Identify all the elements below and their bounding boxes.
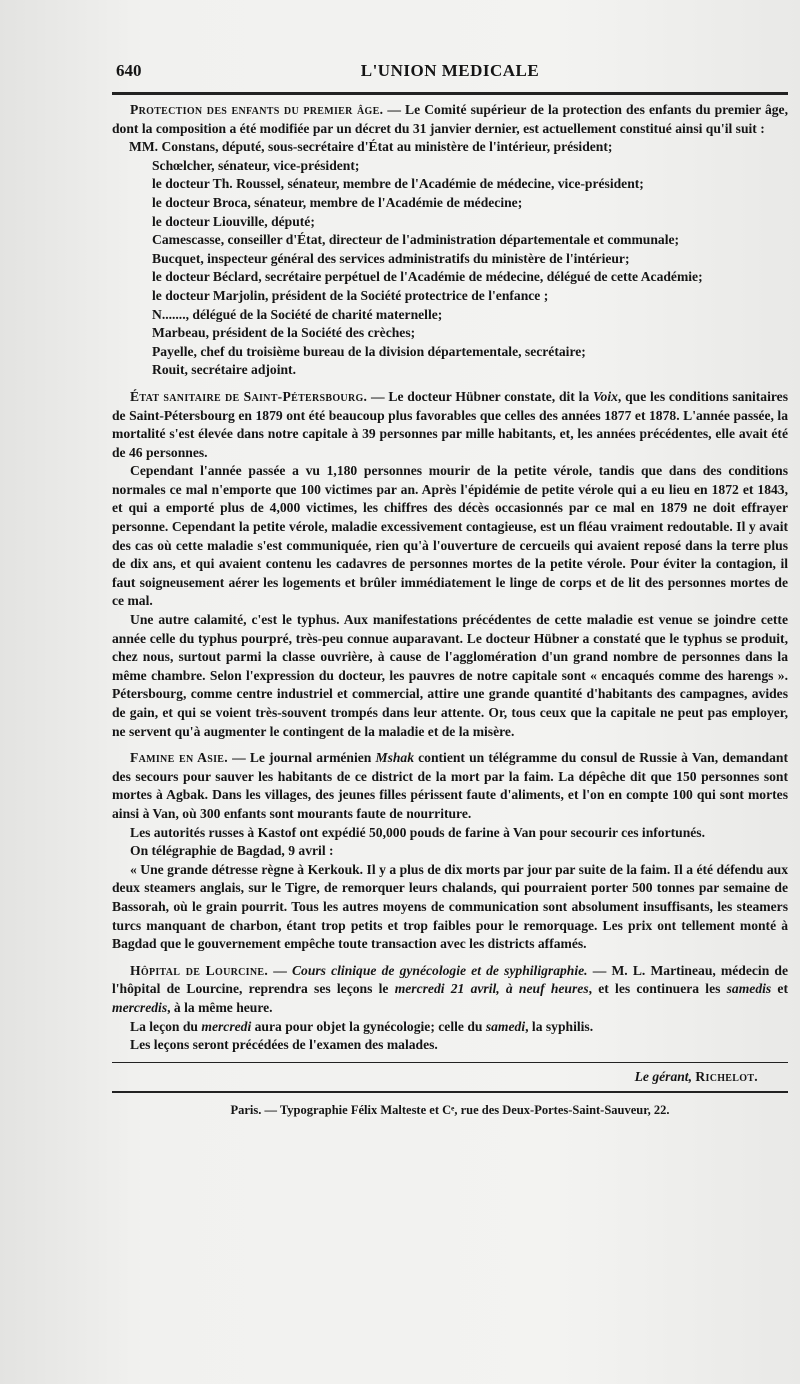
section-heading: État sanitaire de Saint-Pétersbourg. [130,388,368,404]
section-protection-enfants [112,101,788,138]
journal-name: Mshak [375,750,415,766]
member-item: Rouit, secrétaire adjoint. [152,362,296,378]
paragraph: Une autre calamité, c'est le typhus. Aux manifestations précédentes de cette maladie est venue se joindre cette année celle du typhus pourpré, très-peu connue auparavant. Le docteur Hübner a constaté que le typhus se produit, chez nous, surtout parmi la classe ouvrière, à cause de l'agglomération d'un grand nombre de personnes dans la même chambre. Selon l'expression du docteur, les pauvres de notre capitale sont « encaqués comme des harengs ». Pétersbourg, comme centre industriel et commercial, attire une grande quantité d'habitants des campagnes, avides de gain, et qui se voient très-souvent trompés dans leur attente. Or, tous ceux que la capitale ne peut pas employer, ne servent qu'à augmenter le contingent de la maladie et de la misère. [112,612,788,739]
paragraph-text: , que les conditions sanitaires de Saint-Pétersbourg en 1879 ont été beaucoup plus favorables que celles des années 1877 et 1878. L'année passée, la mortalité s'est élevée dans notre capitale à 39 personnes par mille habitants, et, les années précédentes, elle avait été de 46 personnes. [112,388,788,460]
member-item: N......., délégué de la Société de charité maternelle; [152,306,443,322]
section-gap [112,741,788,749]
paragraph-text: — [268,962,292,978]
course-days: mercredis [112,999,168,1015]
member-item: Camescasse, conseiller d'État, directeur de l'administration départementale et communale; [152,232,680,248]
member-item: le docteur Broca, sénateur, membre de l'Académie de médecine; [152,194,523,210]
header-rule [112,92,788,95]
signature-name: Richelot. [695,1068,758,1084]
section-gap [112,954,788,962]
paragraph-text: et [771,981,788,997]
closing-rule [112,1062,788,1063]
member-item: le docteur Marjolin, président de la Société protectrice de l'enfance ; [152,287,549,303]
journal-name: Voix [592,388,618,404]
paragraph: Les autorités russes à Kastof ont expédié 50,000 pouds de farine à Van pour secourir ces infortunés. [130,824,705,840]
signature [112,1069,758,1085]
paragraph [112,1018,788,1037]
paragraph: Les leçons seront précédées de l'examen des malades. [130,1037,438,1053]
course-day: samedi [485,1018,526,1034]
section-etat-sanitaire [112,388,788,462]
section-heading: Hôpital de Lourcine. [130,962,269,978]
paragraph-text: aura pour objet la gynécologie; celle du [251,1018,486,1034]
paragraph: On télégraphie de Bagdad, 9 avril : [130,843,334,859]
member-item: MM. Constans, député, sous-secrétaire d'État au ministère de l'intérieur, président; [129,139,613,155]
member-item: le docteur Liouville, député; [152,213,315,229]
section-gap [112,380,788,388]
paragraph-text: — Le docteur Hübner constate, dit la [367,388,593,404]
paragraph-text: , la syphilis. [525,1018,594,1034]
course-days: samedis [726,981,772,997]
section-famine [112,749,788,823]
course-title: Cours clinique de gynécologie et de syphiligraphie. [291,962,588,978]
paragraph-text: — M. L. Martineau, médecin de l'hôpital de Lourcine, reprendra ses leçons le [112,962,789,997]
paragraph-text: — Le journal arménien [227,750,376,766]
paragraph-text: , à la même heure. [167,999,273,1015]
member-item: Bucquet, inspecteur général des services administratifs du ministère de l'intérieur; [152,250,630,266]
member-item: Schœlcher, sénateur, vice-président; [152,157,360,173]
article-body [112,101,788,1055]
member-item: Payelle, chef du troisième bureau de la division départementale, secrétaire; [152,343,586,359]
member-item: Marbeau, président de la Société des crèches; [152,325,416,341]
journal-title: L'UNION MEDICALE [360,61,540,80]
member-item: le docteur Béclard, secrétaire perpétuel de l'Académie de médecine, délégué de cette Académie; [152,269,703,285]
footer-rule [112,1091,788,1093]
paragraph: Cependant l'année passée a vu 1,180 personnes mourir de la petite vérole, tandis que dans des conditions normales ce mal n'emporte que 100 victimes par an. Après l'épidémie de petite vérole qui a eu lieu en 1872 et 1843, et qui a emporté plus de 4,000 victimes, les chiffres des décès occasionnés par ce mal en 1879 ne doit effrayer personne. Cependant la petite vérole, maladie excessivement contagieuse, est un fléau vraiment redoutable. Il y avait des cas où cette maladie s'est communiquée, rien qu'à l'ouverture de cercueils qui avaient reposé dans la terre plus de dix ans, et qui avaient contenu les cadavres de personnes mortes de la petite vérole. Pour éviter la contagion, il faut soigneusement aérer les logements et brûler immédiatement le linge de corps et de lit des personnes mortes de ce mal. [112,463,788,609]
signature-label: Le gérant, [634,1068,692,1084]
member-item: le docteur Th. Roussel, sénateur, membre de l'Académie de médecine, vice-président; [152,176,644,192]
page-number: 640 [116,61,142,80]
section-hopital-lourcine [112,962,788,1018]
section-heading: Protection des enfants du premier âge. [130,102,384,117]
paragraph-text: contient un télégramme du consul de Russie à Van, demandant des secours pour sauver les habitants de ce district de la mort par la faim. La dépêche dit que 150 personnes sont mortes à Agbak. Dans les villages, des jeunes filles périssent faute d'aliments, et l'on en compte 100 qui sont mortes ainsi à Van, où 300 enfants sont mourants faute de nourriture. [112,750,788,821]
page-header [112,55,788,85]
section-heading: Famine en Asie. [130,750,228,766]
paragraph-text: , et les continuera les [588,981,727,997]
course-day: mercredi [201,1018,252,1034]
printer-imprint: Paris. — Typographie Félix Malteste et Cᵉ, rue des Deux-Portes-Saint-Sauveur, 22. [230,1102,670,1117]
paragraph-text: — Le Comité supérieur de la protection des enfants du premier âge, dont la composition a été modifiée par un décret du 31 janvier dernier, est actuellement constitué ainsi qu'il suit : [112,102,788,136]
paragraph-text: La leçon du [130,1018,202,1034]
quoted-telegram: « Une grande détresse règne à Kerkouk. Il y a plus de dix morts par jour par suite de la faim. Il a été défendu aux deux steamers anglais, sur le Tigre, de remorquer leurs chalands, qui pourraient porter 500 tonnes par semaine de Bassorah, où le grain pourrit. Tous les autres moyens de communication sont absolument insuffisants, les steamers turcs manquant de charbon, étant trop petits et trop faibles pour le remorquage. Les prix ont tellement monté à Bagdad que le gouvernement empêche toute transaction avec les districts affamés. [112,861,788,952]
course-day: mercredi 21 avril, à neuf heures [394,981,589,997]
